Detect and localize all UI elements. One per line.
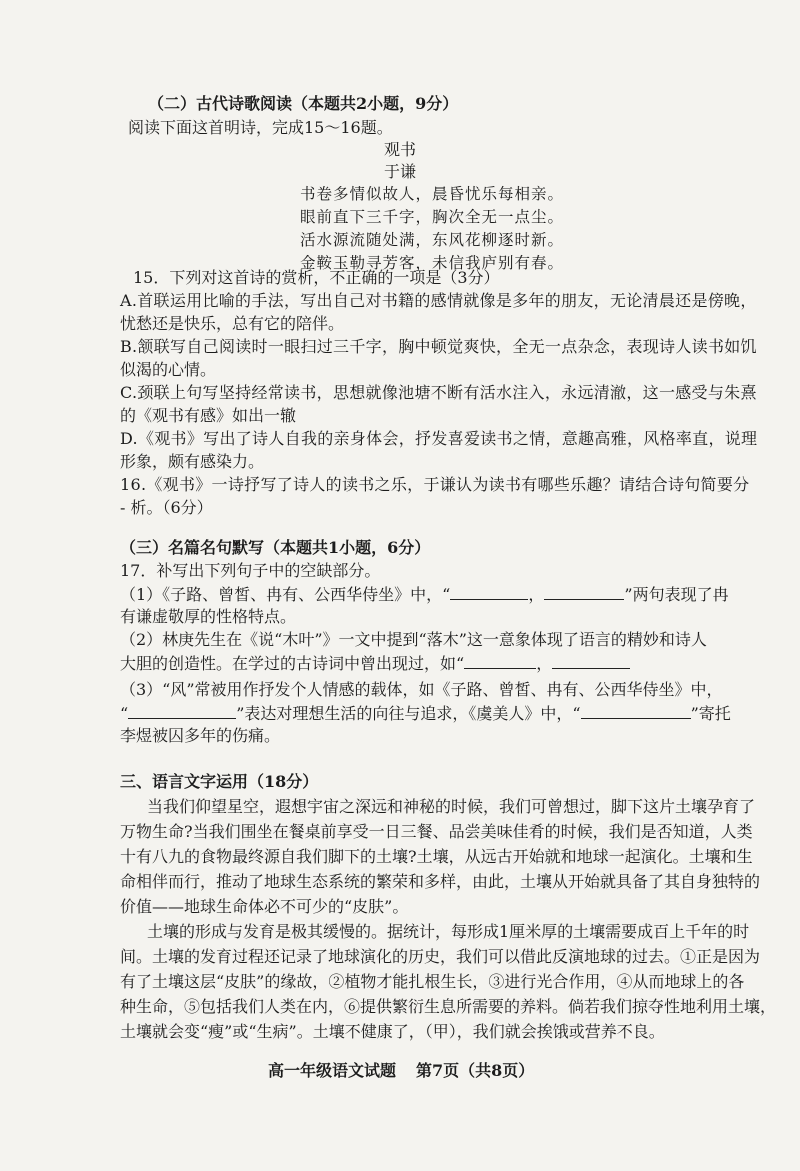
- question-17-item-2: （2）林庚先生在《说“木叶”》一文中提到“落木”这一意象体现了语言的精妙和诗人: [120, 630, 707, 649]
- passage-paragraph-1: 当我们仰望星空，遐想宇宙之深远和神秘的时候，我们可曾想过，脚下这片土壤孕育了: [147, 797, 756, 816]
- passage-paragraph-2-line: 有了土壤这层“皮肤”的缘故，②植物才能扎根生长，③进行光合作用，④从而地球上的各: [120, 972, 745, 991]
- poem-line: 书卷多情似故人，晨昏忧乐每相亲。: [300, 185, 565, 203]
- answer-blank[interactable]: [128, 703, 236, 719]
- footer-page-number: 第7页（共8页）: [416, 1061, 535, 1080]
- question-15-option-d: D.《观书》写出了诗人自我的亲身体会，抒发喜爱读书之情，意趣高雅，风格率直，说理: [120, 429, 758, 448]
- passage-paragraph-2-line: 间。土壤的发育过程还记录了地球演化的历史，我们可以借此反演地球的过去。①正是因为: [120, 947, 761, 966]
- question-15-option-c-cont: 的《观书有感》如出一辙: [120, 406, 297, 425]
- passage-paragraph-1-line: 命相伴而行，推动了地球生态系统的繁荣和多样，由此，土壤从开始就具备了其自身独特的: [120, 872, 761, 891]
- poem-line: 眼前直下三千字，胸次全无一点尘。: [300, 208, 565, 226]
- question-15-stem: 15．下列对这首诗的赏析，不正确的一项是（3分）: [133, 268, 500, 287]
- question-16-stem: 16.《观书》一诗抒写了诗人的读书之乐，于谦认为读书有哪些乐趣？请结合诗句简要分: [120, 475, 750, 494]
- question-17-item-3: （3）“风”常被用作抒发个人情感的载体，如《子路、曾皙、冉有、公西华侍坐》中，: [120, 680, 723, 699]
- question-15-option-a-cont: 忧愁还是快乐，总有它的陪伴。: [120, 314, 345, 333]
- poetry-instruction: 阅读下面这首明诗，完成15～16题。: [128, 118, 393, 137]
- question-15-option-b-cont: 似渴的心情。: [120, 360, 217, 379]
- poem-title: 观书: [383, 140, 416, 159]
- passage-paragraph-1-line: 万物生命?当我们围坐在餐桌前享受一日三餐、品尝美味佳肴的时候，我们是否知道，人类: [120, 822, 753, 841]
- poem-author: 于谦: [383, 162, 416, 181]
- question-17-item-3-end: 李煜被囚多年的伤痛。: [120, 726, 281, 745]
- question-15-option-d-cont: 形象，颇有感染力。: [120, 452, 265, 471]
- passage-paragraph-1-line: 十有八九的食物最终源自我们脚下的土壤?土壤，从远古开始就和地球一起演化。土壤和生: [120, 847, 753, 866]
- answer-blank[interactable]: [464, 653, 536, 669]
- question-17-item-3-cont: “ ”表达对理想生活的向往与追求，《虞美人》中，“ ”寄托: [120, 704, 731, 723]
- question-16-stem-cont: - 析。（6分）: [120, 498, 213, 517]
- question-17-stem: 17．补写出下列句子中的空缺部分。: [120, 561, 381, 580]
- section-heading-dictation: （三）名篇名句默写（本题共1小题，6分）: [120, 538, 431, 557]
- footer-exam-title: 高一年级语文试题: [268, 1061, 397, 1080]
- poem-line: 金鞍玉勒寻芳客，未信我庐别有春。: [300, 254, 565, 272]
- passage-paragraph-2-line: 土壤就会变“瘦”或“生病”。土壤不健康了，（甲），我们就会挨饿或营养不良。: [120, 1022, 665, 1041]
- passage-paragraph-2: 土壤的形成与发育是极其缓慢的。据统计，每形成1厘米厚的土壤需要成百上千年的时: [147, 922, 750, 941]
- answer-blank[interactable]: [581, 703, 691, 719]
- passage-paragraph-2-line: 种生命，⑤包括我们人类在内，⑥提供繁衍生息所需要的养料。倘若我们掠夺性地利用土壤，: [120, 997, 777, 1016]
- question-17-item-1: （1）《子路、曾皙、冉有、公西华侍坐》中，“ ， ”两句表现了冉: [120, 585, 729, 604]
- answer-blank[interactable]: [544, 584, 624, 600]
- passage-paragraph-1-line: 价值——地球生命体必不可少的“皮肤”。: [120, 897, 409, 916]
- question-15-option-a: A.首联运用比喻的手法，写出自己对书籍的感情就像是多年的朋友，无论清晨还是傍晚，: [120, 291, 757, 310]
- question-15-option-c: C.颈联上句写坚持经常读书，思想就像池塘不断有活水注入，永远清澈，这一感受与朱熹: [120, 383, 757, 402]
- question-17-item-1-cont: 有谦虚敬厚的性格特点。: [120, 607, 297, 626]
- answer-blank[interactable]: [450, 584, 528, 600]
- poem-line: 活水源流随处满，东风花柳逐时新。: [300, 231, 565, 249]
- answer-blank[interactable]: [552, 653, 630, 669]
- section-heading-poetry: （二）古代诗歌阅读（本题共2小题，9分）: [148, 94, 459, 113]
- question-15-option-b: B.颔联写自己阅读时一眼扫过三千字，胸中顿觉爽快，全无一点杂念，表现诗人读书如饥: [120, 337, 757, 356]
- part-heading-language-use: 三、语言文字运用（18分）: [120, 772, 319, 791]
- question-17-item-2-cont: 大胆的创造性。在学过的古诗词中曾出现过，如“ ，: [120, 653, 630, 674]
